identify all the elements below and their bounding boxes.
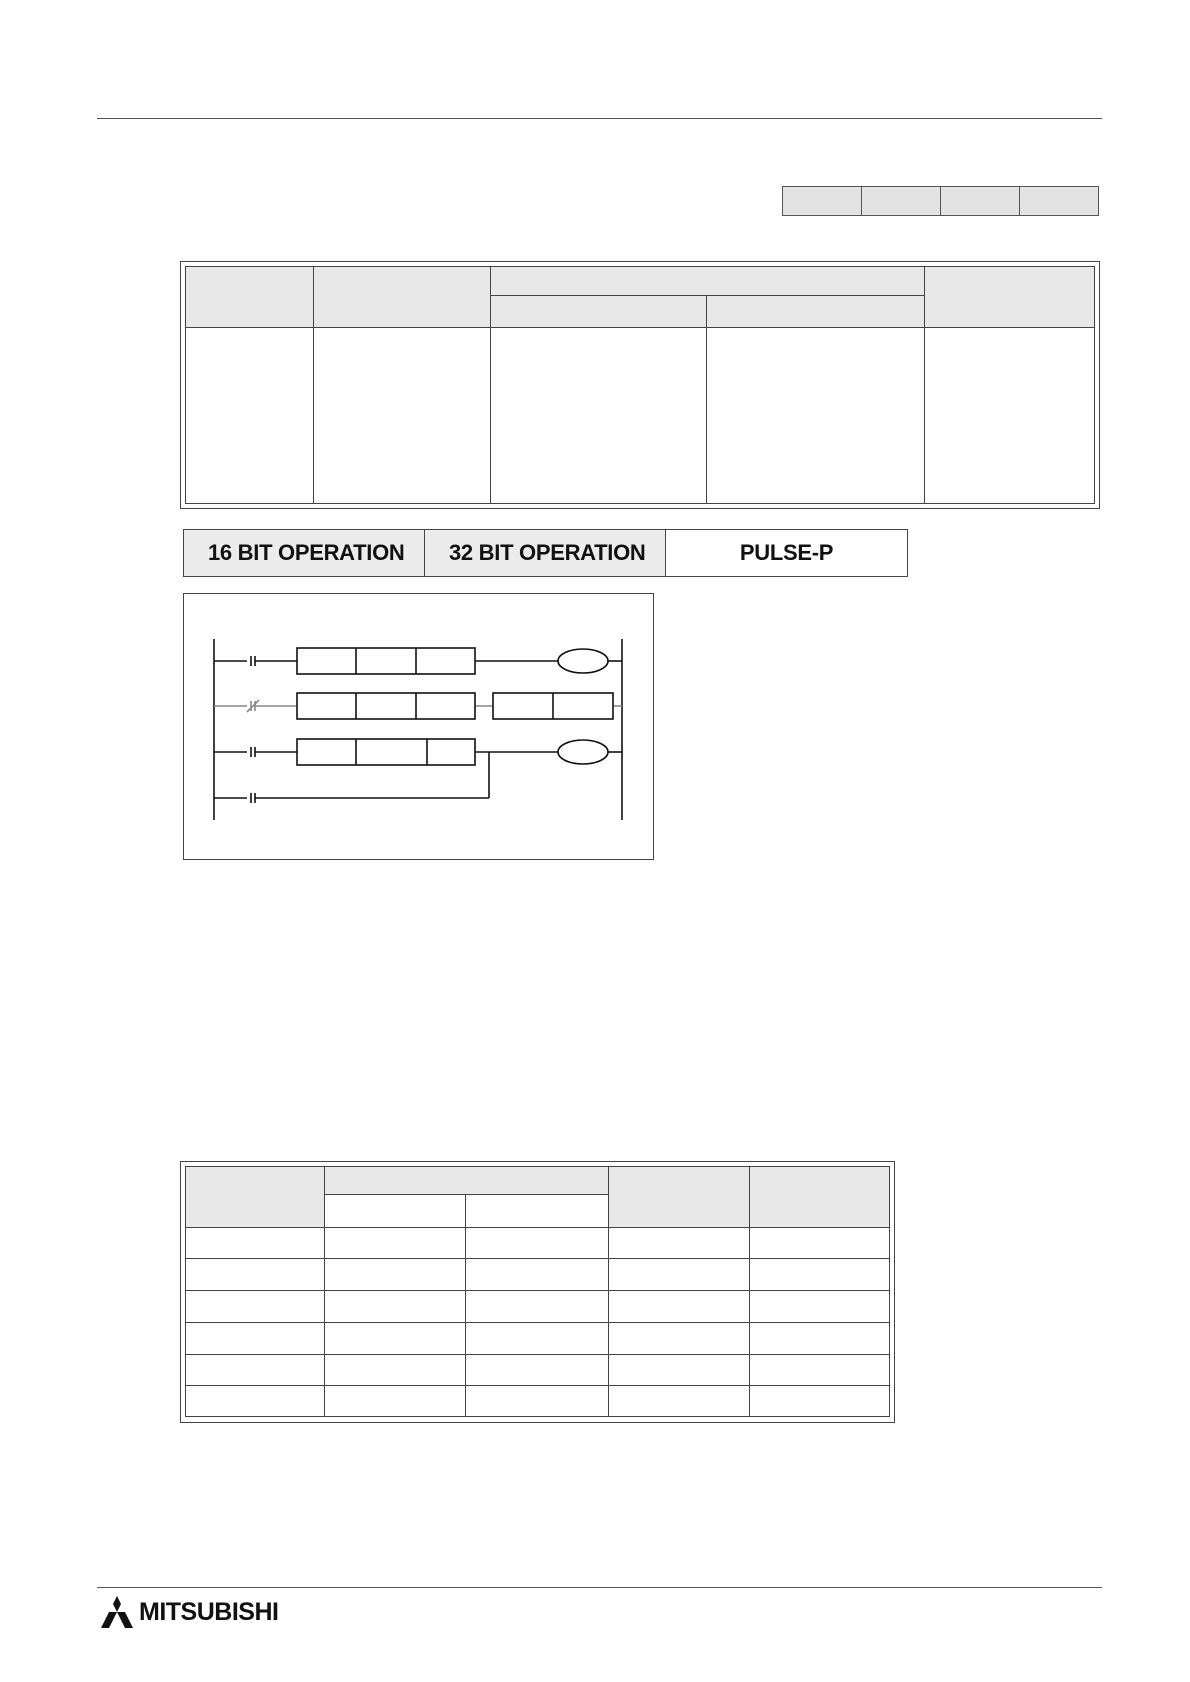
data-subheader-cell <box>466 1195 609 1228</box>
operand-subheader-cell <box>707 296 925 328</box>
operation-bar <box>183 529 908 577</box>
bit16-operation-label: 16 BIT OPERATION <box>183 529 425 577</box>
instruction-box <box>297 739 475 765</box>
operand-body-cell <box>186 328 314 504</box>
table-row <box>186 1355 890 1386</box>
bit32-operation-label: 32 BIT OPERATION <box>424 529 666 577</box>
instruction-box <box>297 693 475 719</box>
table-row <box>186 1323 890 1355</box>
data-header-cell <box>186 1167 325 1228</box>
operand-body-cell <box>925 328 1095 504</box>
table-row <box>186 1291 890 1323</box>
applicability-box-2 <box>861 187 940 215</box>
pulse-p-label: PULSE-P <box>665 529 908 577</box>
applicability-box-1 <box>783 187 861 215</box>
instruction-box <box>297 648 475 674</box>
data-header-cell <box>324 1167 608 1195</box>
table-row <box>186 1228 890 1259</box>
brand-name: MITSUBISHI <box>139 1597 279 1626</box>
footer-rule <box>97 1587 1102 1588</box>
data-subheader-cell <box>324 1195 466 1228</box>
ladder-diagram-graphic <box>184 594 653 859</box>
applicability-box-3 <box>940 187 1019 215</box>
operand-body-cell <box>491 328 707 504</box>
applicability-indicators <box>782 186 1099 216</box>
operand-subheader-cell <box>491 296 707 328</box>
operand-header-cell <box>186 267 314 328</box>
ladder-diagram <box>183 593 654 860</box>
operand-body-cell <box>314 328 491 504</box>
data-header-cell <box>750 1167 890 1228</box>
mitsubishi-logo <box>99 1596 278 1628</box>
data-header-cell <box>608 1167 750 1228</box>
operand-body-cell <box>707 328 925 504</box>
operand-header-cell <box>491 267 925 296</box>
operand-header-cell <box>925 267 1095 328</box>
applicability-box-4 <box>1019 187 1098 215</box>
data-table <box>185 1166 890 1417</box>
three-diamonds-icon <box>99 1596 135 1628</box>
table-row <box>186 1386 890 1417</box>
output-coil <box>558 740 608 764</box>
table-row <box>186 1259 890 1291</box>
operand-table <box>185 266 1095 504</box>
output-coil <box>558 649 608 673</box>
operand-header-cell <box>314 267 491 328</box>
header-rule <box>97 118 1102 119</box>
